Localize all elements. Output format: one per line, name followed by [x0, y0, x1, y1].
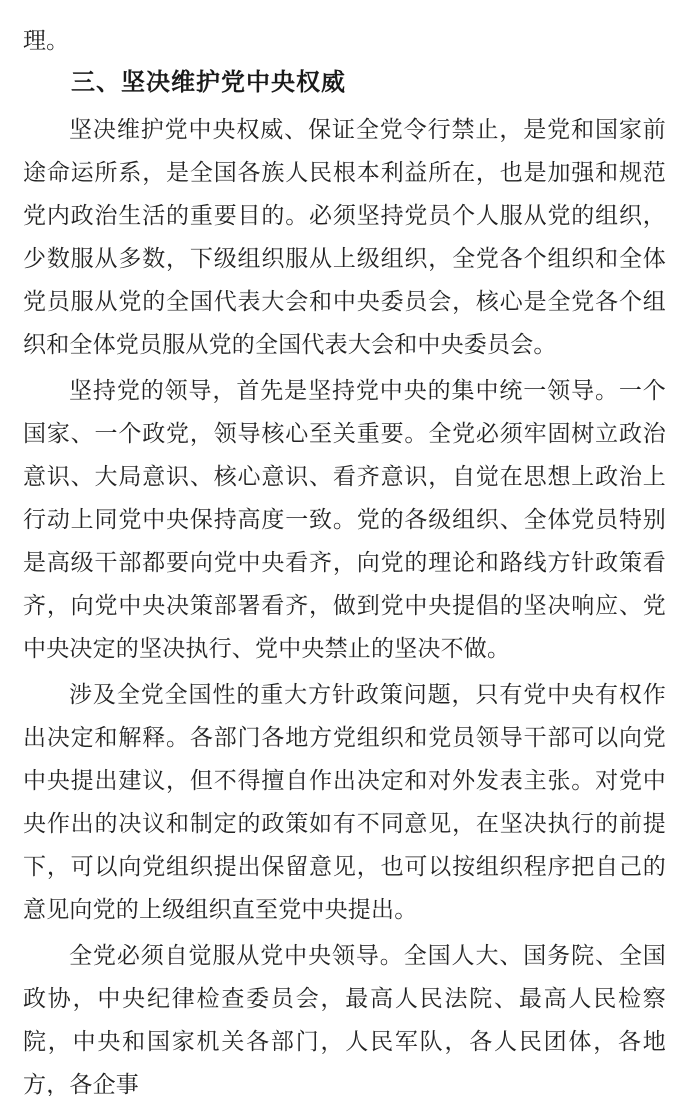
- paragraph: 坚决维护党中央权威、保证全党令行禁止，是党和国家前途命运所系，是全国各族人民根本利益所在，也是加强和规范党内政治生活的重要目的。必须坚持党员个人服从党的组织，少数服从多数，下级组织服从上级组织，全党各个组织和全体党员服从党的全国代表大会和中央委员会，核心是全党各个组织和全体党员服从党的全国代表大会和中央委员会。: [23, 117, 666, 357]
- section-heading: 三、坚决维护党中央权威: [71, 70, 346, 96]
- paragraph: 全党必须自觉服从党中央领导。全国人大、国务院、全国政协，中央纪律检查委员会，最高人民法院、最高人民检察院，中央和国家机关各部门，人民军队，各人民团体，各地方，各企事: [23, 943, 666, 1096]
- paragraph-continuation: 理。: [23, 28, 69, 53]
- paragraph: 涉及全党全国性的重大方针政策问题，只有党中央有权作出决定和解释。各部门各地方党组织和党员领导干部可以向党中央提出建议，但不得擅自作出决定和对外发表主张。对党中央作出的决议和制定的政策如有不同意见，在坚决执行的前提下，可以向党组织提出保留意见，也可以按组织程序把自己的意见向党的上级组织直至党中央提出。: [23, 682, 666, 922]
- document-body: [23, 19, 666, 1096]
- paragraph: 坚持党的领导，首先是坚持党中央的集中统一领导。一个国家、一个政党，领导核心至关重要。全党必须牢固树立政治意识、大局意识、核心意识、看齐意识，自觉在思想上政治上行动上同党中央保持高度一致。党的各级组织、全体党员特别是高级干部都要向党中央看齐，向党的理论和路线方针政策看齐，向党中央决策部署看齐，做到党中央提倡的坚决响应、党中央决定的坚决执行、党中央禁止的坚决不做。: [23, 378, 666, 661]
